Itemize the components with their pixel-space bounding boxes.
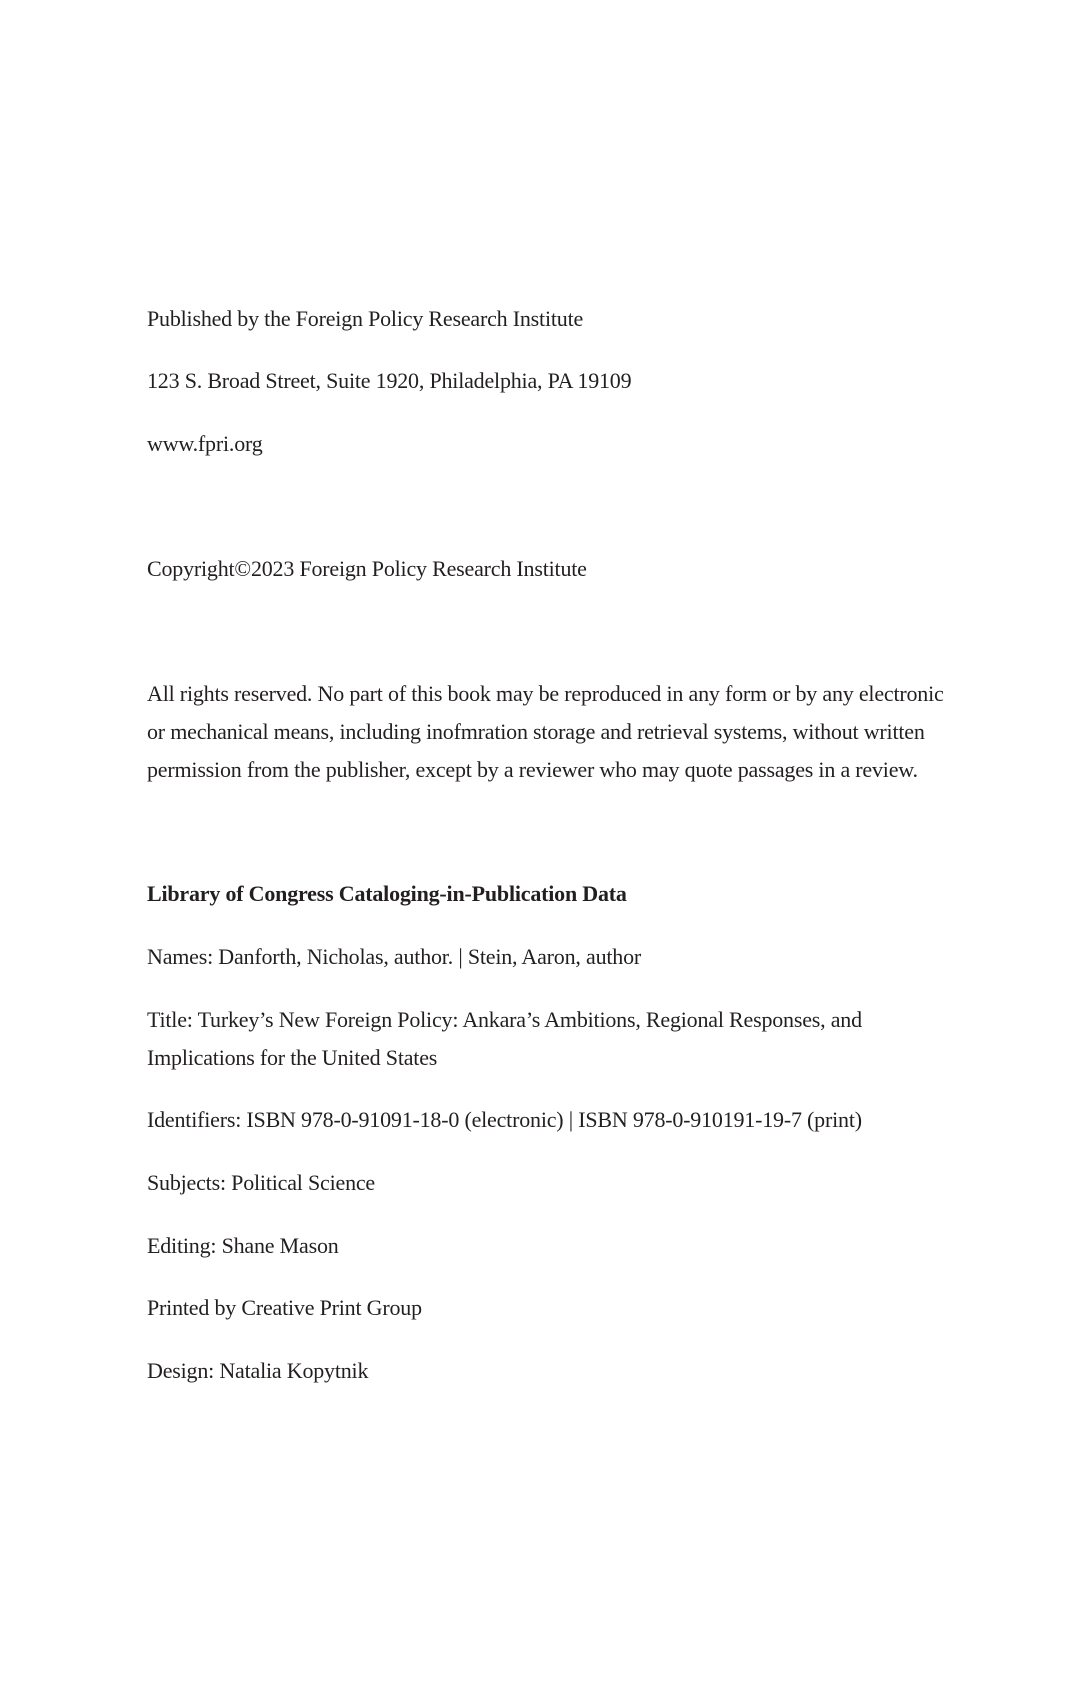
cip-identifiers: Identifiers: ISBN 978-0-91091-18-0 (electronic) | ISBN 978-0-910191-19-7 (print) (147, 1107, 862, 1132)
publisher-line: Published by the Foreign Policy Research Institute (147, 306, 584, 331)
cip-subjects: Subjects: Political Science (147, 1170, 375, 1195)
rights-line-2: or mechanical means, including inofmration storage and retrieval systems, without written (147, 719, 925, 744)
cip-design: Design: Natalia Kopytnik (147, 1358, 369, 1383)
publisher-website: www.fpri.org (147, 431, 263, 456)
copyright-notice: Copyright©2023 Foreign Policy Research Institute (147, 556, 587, 581)
cip-editing: Editing: Shane Mason (147, 1233, 339, 1258)
cip-title-line-1: Title: Turkey’s New Foreign Policy: Ankara’s Ambitions, Regional Responses, and (147, 1007, 862, 1032)
cip-names: Names: Danforth, Nicholas, author. | Stein, Aaron, author (147, 944, 642, 969)
cip-heading: Library of Congress Cataloging-in-Publication Data (147, 881, 627, 906)
cip-title-line-2: Implications for the United States (147, 1045, 438, 1070)
cip-printed-by: Printed by Creative Print Group (147, 1295, 422, 1320)
rights-line-1: All rights reserved. No part of this book may be reproduced in any form or by any electronic (147, 681, 944, 706)
rights-line-3: permission from the publisher, except by a reviewer who may quote passages in a review. (147, 757, 918, 782)
publisher-address: 123 S. Broad Street, Suite 1920, Philadelphia, PA 19109 (147, 368, 632, 393)
